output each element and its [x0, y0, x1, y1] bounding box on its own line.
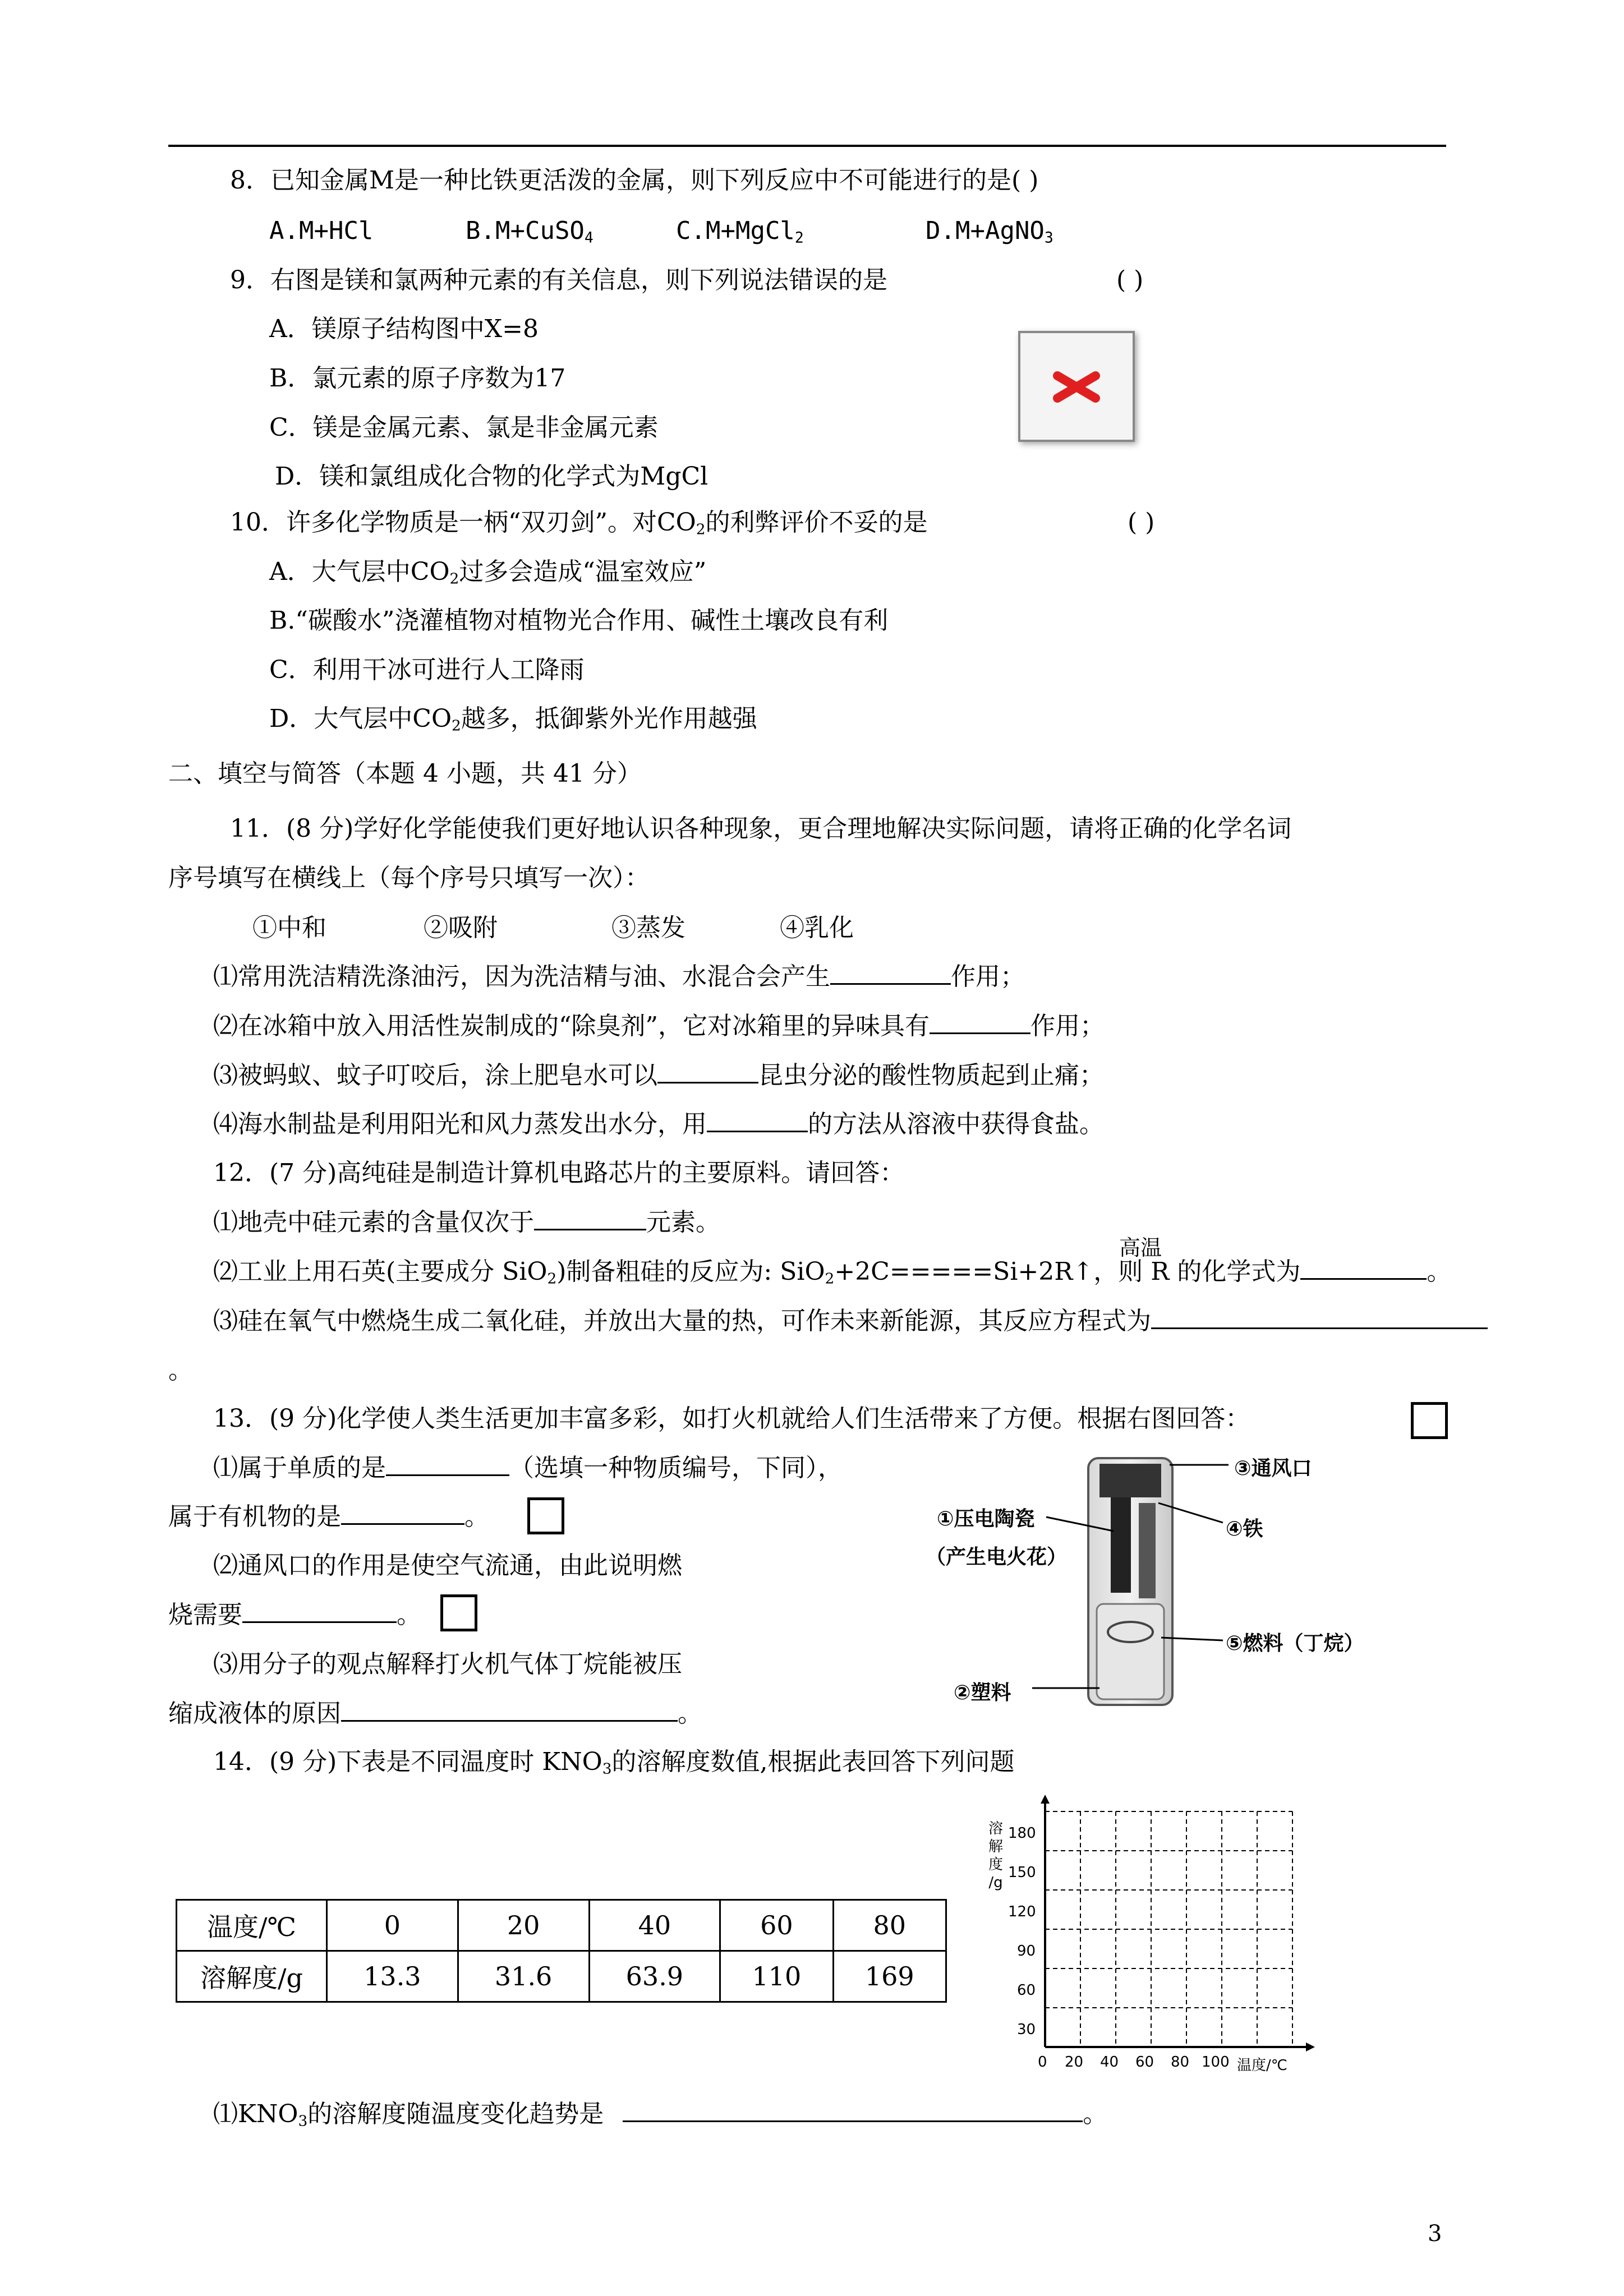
q9-paren: ( )	[1116, 266, 1144, 294]
graph-xtick: 80	[1171, 2054, 1190, 2071]
q11-choice-1: ①中和	[252, 914, 326, 942]
answer-blank[interactable]	[1300, 1256, 1427, 1280]
graph-ytick: 90	[1017, 1943, 1036, 1960]
q14-part-1: $⑴KNO_3$的溶解度随温度变化趋势是 。	[213, 2097, 1107, 2138]
q13-part-3a: ⑶用分子的观点解释打火机气体丁烷能被压	[213, 1650, 682, 1679]
table-row	[177, 1951, 946, 2002]
graph-xtick: 20	[1065, 2054, 1084, 2071]
q12-part-3-end: 。	[168, 1356, 193, 1385]
q11-choice-4: ④乳化	[780, 914, 854, 942]
q9-option-a: A．镁原子结构图中X=8	[269, 315, 539, 343]
table-row	[177, 1900, 946, 1951]
label-plastic: ②塑料	[954, 1681, 1011, 1704]
q11-stem-line2: 序号填写在横线上（每个序号只填写一次）：	[168, 864, 650, 892]
answer-blank[interactable]	[830, 961, 951, 985]
label-fuel: ⑤燃料（丁烷）	[1226, 1632, 1364, 1655]
graph-ytick: 30	[1017, 2021, 1036, 2038]
graph-ytick: 150	[1008, 1864, 1036, 1881]
section-2-heading: 二、填空与简答（本题 4 小题，共 41 分）	[168, 759, 642, 788]
answer-blank[interactable]	[623, 2098, 1083, 2122]
figure-placeholder-box	[527, 1497, 564, 1534]
page-number: 3	[1428, 2221, 1442, 2247]
answer-blank[interactable]	[341, 1698, 678, 1722]
lighter-drawing	[931, 1453, 1425, 1711]
q9-stem: 9．右图是镁和氯两种元素的有关信息，则下列说法错误的是	[230, 266, 887, 294]
table-cell: 20	[458, 1900, 589, 1951]
answer-blank[interactable]	[657, 1059, 758, 1084]
q10-option-d: D．大气层中$CO_2$越多，抵御紫外光作用越强	[269, 704, 757, 735]
q10-option-a: A．大气层中$CO_2$过多会造成“温室效应”	[269, 557, 707, 588]
q11-stem-line1: 11．(8 分)学好化学能使我们更好地认识各种现象，更合理地解决实际问题，请将正确的化学名词	[230, 814, 1292, 843]
q11-part-1: ⑴常用洗洁精洗涤油污，因为洗洁精与油、水混合会产生 作用；	[213, 960, 1025, 994]
table-cell: 110	[720, 1951, 833, 2002]
table-cell: 0	[327, 1900, 458, 1951]
solubility-table	[176, 1899, 947, 2003]
answer-blank[interactable]	[1151, 1305, 1488, 1329]
header-rule	[168, 145, 1446, 147]
reaction-condition: 高温	[1119, 1235, 1162, 1260]
q12-stem: 12．(7 分)高纯硅是制造计算机电路芯片的主要原料。请回答：	[213, 1159, 905, 1187]
table-header: 温度/℃	[177, 1900, 327, 1951]
q8-option-c: C.M+MgCl$_2$	[676, 216, 804, 247]
q13-stem: 13．(9 分)化学使人类生活更加丰富多彩，如打火机就给人们生活带来了方便。根据右图回答：	[213, 1404, 1250, 1433]
q13-part-1b: 属于有机物的是 。	[168, 1500, 489, 1534]
figure-placeholder-box	[1411, 1402, 1448, 1439]
graph-xtick: 100	[1202, 2054, 1230, 2071]
broken-image-x-icon	[1018, 331, 1135, 442]
graph-ytick: 60	[1017, 1982, 1036, 1999]
label-iron: ④铁	[1226, 1518, 1263, 1541]
table-cell: 63.9	[589, 1951, 720, 2002]
table-cell: 13.3	[327, 1951, 458, 2002]
q8-option-d: D.M+AgNO$_3$	[926, 216, 1053, 247]
q11-part-2: ⑵在冰箱中放入用活性炭制成的“除臭剂”，它对冰箱里的异味具有 作用；	[213, 1009, 1105, 1043]
q11-part-3: ⑶被蚂蚁、蚊子叮咬后，涂上肥皂水可以 昆虫分泌的酸性物质起到止痛；	[213, 1059, 1104, 1092]
q12-part-2: ⑵工业上用石英(主要成分 SiO$_2$)制备粗硅的反应为: SiO$_2$+2C=====Si+2R↑，则 R 的化学式为 。	[213, 1255, 1451, 1296]
q8-stem: 8．已知金属M是一种比铁更活泼的金属，则下列反应中不可能进行的是( )	[230, 166, 1039, 195]
q13-part-2a: ⑵通风口的作用是使空气流通，由此说明燃	[213, 1551, 682, 1580]
answer-blank[interactable]	[534, 1206, 646, 1230]
q9-option-d: D．镁和氯组成化合物的化学式为MgCl	[275, 462, 709, 491]
answer-blank[interactable]	[242, 1599, 397, 1623]
x-axis-arrow	[1306, 2043, 1315, 2051]
graph-xlabel: 温度/℃	[1237, 2057, 1287, 2074]
q10-paren: ( )	[1128, 508, 1155, 537]
answer-blank[interactable]	[930, 1010, 1030, 1034]
figure-placeholder-box	[440, 1594, 477, 1631]
graph-xtick: 0	[1038, 2054, 1047, 2071]
solubility-graph	[984, 1795, 1321, 2097]
answer-blank[interactable]	[707, 1108, 808, 1132]
y-axis-arrow	[1041, 1795, 1050, 1804]
lighter-figure	[926, 1453, 1425, 1711]
q11-part-4: ⑷海水制盐是利用阳光和风力蒸发出水分，用 的方法从溶液中获得食盐。	[213, 1108, 1104, 1141]
label-spark: （产生电火花）	[926, 1546, 1068, 1569]
table-cell: 60	[720, 1900, 833, 1951]
label-piezo: ①压电陶瓷	[937, 1507, 1035, 1530]
q9-option-c: C．镁是金属元素、氯是非金属元素	[269, 413, 659, 442]
q13-part-3b: 缩成液体的原因 。	[168, 1697, 702, 1731]
table-header: 溶解度/g	[177, 1951, 327, 2002]
q11-choice-3: ③蒸发	[611, 914, 686, 942]
table-cell: 40	[589, 1900, 720, 1951]
answer-blank[interactable]	[386, 1452, 509, 1476]
q13-part-2b: 烧需要 。	[168, 1598, 421, 1632]
graph-xtick: 60	[1135, 2054, 1154, 2071]
q12-part-1: ⑴地壳中硅元素的含量仅次于 元素。	[213, 1206, 720, 1239]
q10-option-c: C．利用干冰可进行人工降雨	[269, 656, 585, 684]
answer-blank[interactable]	[341, 1501, 464, 1525]
graph-ytick: 120	[1008, 1903, 1036, 1920]
q12-part-3: ⑶硅在氧气中燃烧生成二氧化硅，并放出大量的热，可作未来新能源，其反应方程式为	[213, 1304, 1488, 1338]
graph-ylabel: 溶 解 度 /g	[988, 1820, 1003, 1891]
table-cell: 169	[833, 1951, 946, 2002]
q13-part-1a: ⑴属于单质的是 （选填一种物质编号，下同），	[213, 1451, 843, 1485]
graph-ytick: 180	[1008, 1825, 1036, 1842]
graph-xtick: 40	[1100, 2054, 1119, 2071]
q14-stem: 14．(9 分)下表是不同温度时 $KNO_3$的溶解度数值,根据此表回答下列问题	[213, 1748, 1015, 1778]
table-cell: 80	[833, 1900, 946, 1951]
q8-option-a: A.M+HCl	[269, 216, 374, 245]
q8-option-b: B.M+CuSO$_4$	[466, 216, 594, 247]
q10-stem: 10．许多化学物质是一柄“双刃剑”。对$CO_2$的利弊评价不妥的是	[230, 508, 928, 538]
label-vent: ③通风口	[1234, 1457, 1312, 1480]
q10-option-b: B.“碳酸水”浇灌植物对植物光合作用、碱性土壤改良有利	[269, 606, 889, 635]
q11-choice-2: ②吸附	[424, 914, 498, 942]
table-cell: 31.6	[458, 1951, 589, 2002]
q9-option-b: B．氯元素的原子序数为17	[269, 364, 566, 393]
